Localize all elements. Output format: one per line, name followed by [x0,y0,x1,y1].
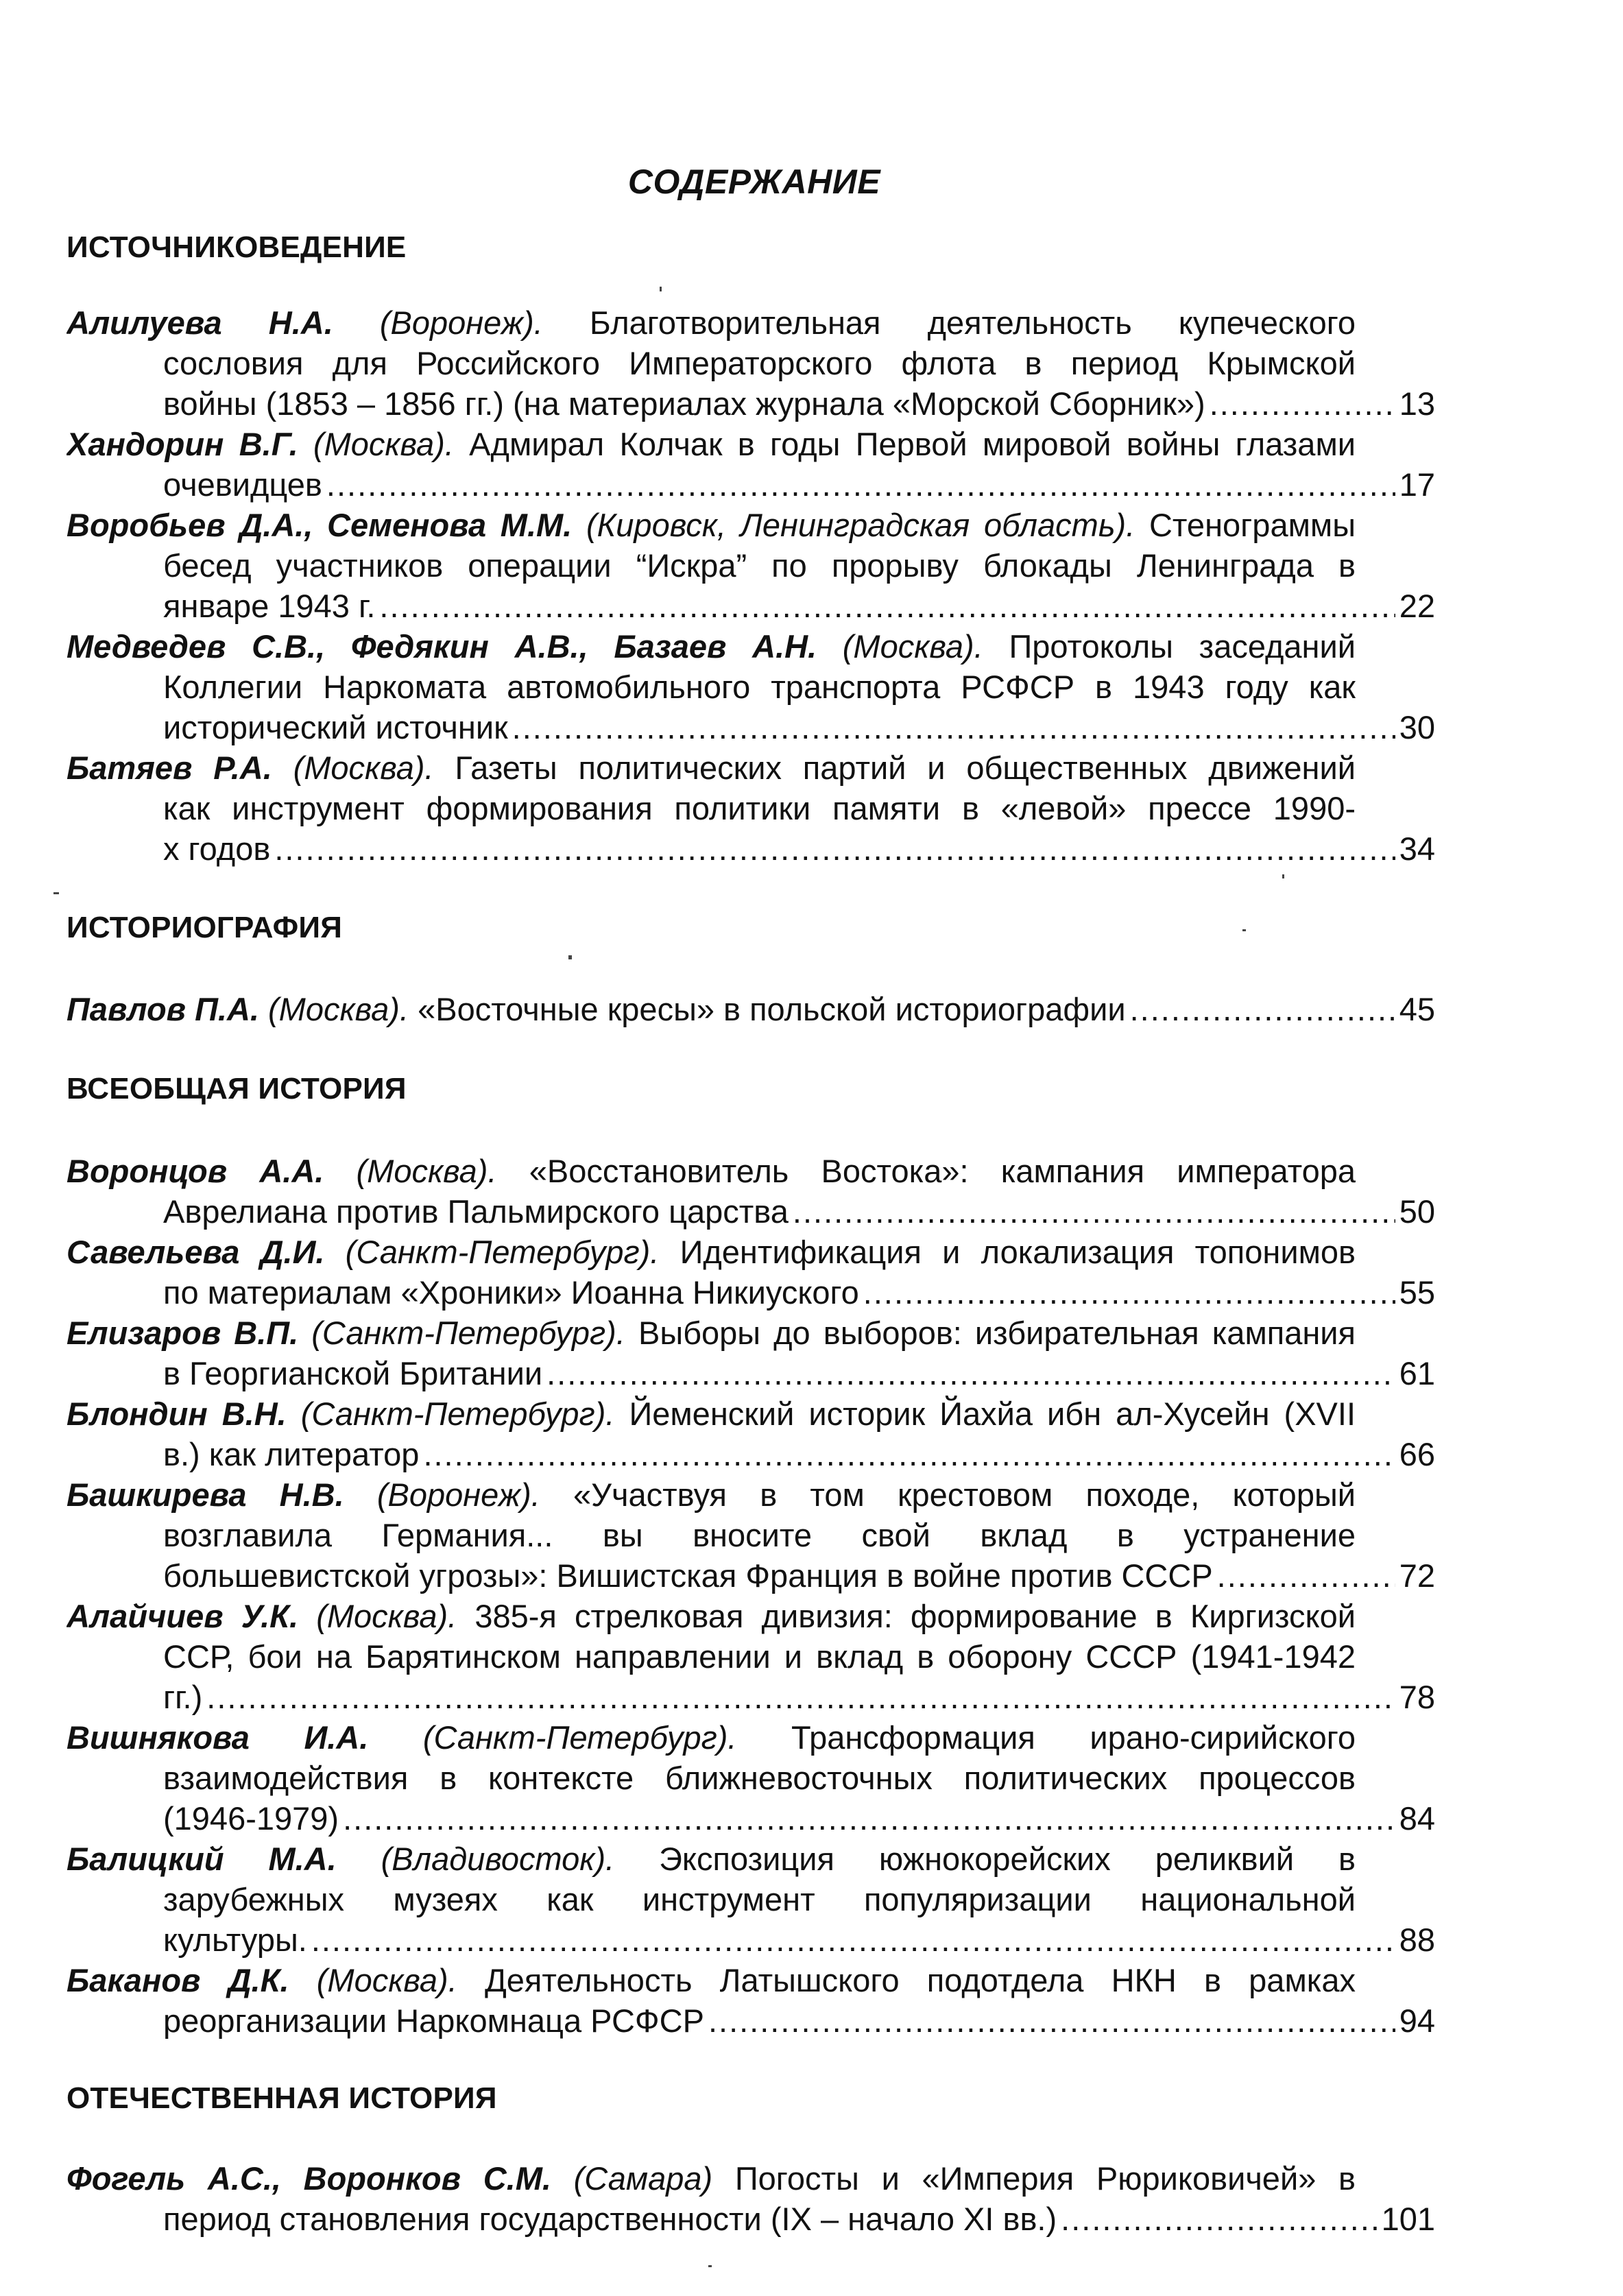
entry-last-line [67,828,1435,869]
entry-title-tail: (1946-1979) [163,1800,339,1837]
entry-last-line [67,1798,1435,1839]
entry-title-tail: по материалам «Хроники» Иоанна Никиуского [163,1274,859,1311]
entry-city: (Санкт-Петербург). [345,1234,660,1270]
entry-city: (Москва). [293,750,434,786]
page-number[interactable]: 66 [1399,1436,1435,1472]
entry-last-line [67,2199,1435,2239]
toc-entry[interactable] [67,2158,1438,2239]
toc-entry[interactable] [67,424,1438,505]
scan-speck [1242,929,1246,931]
entry-city: (Воронеж). [376,1476,540,1513]
page-number[interactable]: 55 [1399,1274,1435,1311]
entry-last-line [67,1272,1435,1313]
entry-first-line [67,1151,1356,1191]
section-heading: ОТЕЧЕСТВЕННАЯ ИСТОРИЯ [67,2081,497,2115]
dot-leader [1210,383,1395,424]
toc-entry[interactable] [67,748,1438,869]
dot-leader [311,1920,1395,1960]
entry-author: Елизаров В.П. [67,1315,299,1351]
entry-title-tail: войны (1853 – 1856 гг.) (на материалах журнала «Морской Сборник») [163,385,1205,422]
entry-first-line [67,1474,1356,1515]
scan-speck [660,287,662,291]
entry-title-tail: период становления государственности (IX – начало XI вв.) [163,2201,1057,2237]
entry-first-line [67,302,1356,343]
page-number[interactable]: 34 [1399,830,1435,867]
entry-first-line [67,626,1356,667]
entry-author: Хандорин В.Г. [67,426,298,462]
entry-title-tail: большевистской угрозы»: Вишистская Франция в войне против СССР [163,1557,1213,1594]
entry-title-tail [67,989,1126,1029]
entry-last-line [67,1920,1435,1960]
entry-middle-line [67,788,1356,828]
entry-middle-line [67,1515,1356,1555]
entry-title-start: 385-я стрелковая дивизия: формирование в Киргизской [474,1598,1356,1634]
entry-title-start: Благотворительная деятельность купеческого [589,304,1356,341]
entry-first-line [67,748,1356,788]
entry-last-line [67,1434,1435,1474]
entry-title-tail: в Георгианской Британии [163,1355,543,1391]
dot-leader [793,1191,1395,1232]
entry-last-line [67,707,1435,748]
entry-city: (Москва). [316,1598,457,1634]
entry-middle-line [67,545,1356,586]
entry-author: Баканов Д.К. [67,1962,289,1998]
entry-middle-line [67,667,1356,707]
entry-author: Алилуева Н.А. [67,304,333,341]
toc-entry[interactable] [67,1474,1438,1596]
entry-author: Савельева Д.И. [67,1234,325,1270]
scan-speck [708,2265,712,2267]
page-number[interactable]: 61 [1399,1355,1435,1391]
dot-leader [1217,1555,1395,1596]
entry-last-line [67,989,1435,1029]
entry-first-line [67,1717,1356,1758]
entry-city: (Владивосток). [381,1841,615,1877]
entry-author: Батяев Р.А. [67,750,272,786]
entry-last-line [67,1191,1435,1232]
page-number[interactable]: 13 [1399,385,1435,422]
entry-title-tail: гг.) [163,1679,203,1715]
entry-first-line [67,1313,1356,1353]
entry-author: Балицкий М.А. [67,1841,337,1877]
entry-title-start: Идентификация и локализация топонимов [680,1234,1356,1270]
entry-title-start: «Участвуя в том крестовом походе, который [573,1476,1356,1513]
entry-author: Фогель А.С., Воронков С.М. [67,2160,551,2197]
entry-first-line [67,505,1356,545]
entry-title-tail: х годов [163,830,271,867]
page-number[interactable]: 94 [1399,2002,1435,2039]
entry-last-line [67,586,1435,626]
entry-title-tail: Аврелиана против Пальмирского царства [163,1193,789,1230]
toc-entry[interactable] [67,1232,1438,1313]
entry-title-middle: сословия для Российского Императорского флота в период Крымской [163,345,1356,381]
entry-middle-line [67,343,1356,383]
dot-leader [1130,989,1395,1029]
entry-title: «Восточные кресы» в польской историографии [418,991,1126,1027]
page-number[interactable]: 88 [1399,1922,1435,1958]
dot-leader [423,1434,1395,1474]
entry-first-line [67,1839,1356,1879]
entry-city: (Воронеж). [379,304,543,341]
entry-author: Блондин В.Н. [67,1396,287,1432]
entry-title-middle: зарубежных музеях как инструмент популяризации национальной [163,1881,1356,1917]
entry-last-line [67,464,1435,505]
dot-leader [863,1272,1395,1313]
entry-title-tail: в.) как литератор [163,1436,420,1472]
scan-speck [568,955,572,959]
entry-title-tail: январе 1943 г. [163,588,376,624]
entry-middle-line [67,1758,1356,1798]
page-number[interactable]: 30 [1399,709,1435,745]
section-heading: ВСЕОБЩАЯ ИСТОРИЯ [67,1072,407,1105]
dot-leader [379,586,1395,626]
toc-entry[interactable] [67,1839,1438,1960]
entry-title-tail: очевидцев [163,466,322,503]
entry-author: Вишнякова И.А. [67,1719,369,1756]
entry-title-start: Экспозиция южнокорейских реликвий в [659,1841,1356,1877]
dot-leader [274,828,1395,869]
entry-title-start: Трансформация ирано-сирийского [791,1719,1356,1756]
entry-title-middle: Коллегии Наркомата автомобильного транспорта РСФСР в 1943 году как [163,669,1356,705]
section-heading: ИСТОРИОГРАФИЯ [67,911,343,944]
page-number[interactable]: 17 [1399,466,1435,503]
toc-entry[interactable] [67,989,1438,1029]
entry-first-line [67,1394,1356,1434]
entry-title-middle: как инструмент формирования политики памяти в «левой» прессе 1990- [163,790,1356,826]
scan-speck [53,892,59,894]
page-number[interactable]: 101 [1381,2201,1435,2237]
entry-city: (Самара) [573,2160,713,2197]
page-number[interactable]: 72 [1399,1557,1435,1594]
entry-author: Башкирева Н.В. [67,1476,344,1513]
entry-city: (Москва). [316,1962,457,1998]
page-number[interactable]: 22 [1399,588,1435,624]
entry-title-middle: возглавила Германия... вы вносите свой вклад в устранение [163,1517,1356,1553]
entry-title-start: Погосты и «Империя Рюриковичей» в [734,2160,1356,2197]
entry-last-line [67,1555,1435,1596]
section-heading: ИСТОЧНИКОВЕДЕНИЕ [67,230,407,264]
dot-leader [708,2000,1395,2041]
toc-entry[interactable] [67,626,1438,748]
entry-title-middle: ССР, бои на Барятинском направлении и вклад в оборону СССР (1941-1942 [163,1638,1356,1675]
entry-first-line [67,2158,1356,2199]
entry-title-tail: культуры. [163,1922,307,1958]
entry-first-line [67,1232,1356,1272]
toc-entry[interactable] [67,1313,1438,1394]
entry-title-start: Протоколы заседаний [1009,628,1356,665]
entry-middle-line [67,1879,1356,1920]
entry-author: Воронцов А.А. [67,1153,324,1189]
toc-entry[interactable] [67,1960,1438,2041]
entry-author: Воробьев Д.А., Семенова М.М. [67,507,573,543]
scan-speck [1282,874,1284,878]
entry-city: (Санкт-Петербург). [300,1396,615,1432]
toc-entry[interactable] [67,505,1438,626]
entry-city: (Москва). [268,991,409,1027]
entry-city: (Москва). [842,628,983,665]
dot-leader [326,464,1395,505]
page-number[interactable]: 78 [1399,1679,1435,1715]
entry-last-line [67,1677,1435,1717]
entry-city: (Москва). [356,1153,497,1189]
entry-first-line [67,424,1356,464]
dot-leader [343,1798,1395,1839]
entry-last-line [67,1353,1435,1394]
entry-title-tail: исторический источник [163,709,508,745]
toc-entry[interactable] [67,1596,1438,1717]
entry-city: (Санкт-Петербург). [311,1315,625,1351]
page-number[interactable]: 45 [1399,991,1435,1027]
entry-first-line [67,1596,1356,1636]
entry-last-line [67,383,1435,424]
entry-title-start: Выборы до выборов: избирательная кампания [638,1315,1356,1351]
dot-leader [546,1353,1395,1394]
entry-title-start: Адмирал Колчак в годы Первой мировой войны глазами [469,426,1356,462]
entry-title-middle: бесед участников операции “Искра” по прорыву блокады Ленинграда в [163,547,1356,584]
entry-title-start: «Восстановитель Востока»: кампания императора [529,1153,1356,1189]
entry-title-tail: реорганизации Наркомнаца РСФСР [163,2002,704,2039]
dot-leader [206,1677,1395,1717]
entry-author: Медведев С.В., Федякин А.В., Базаев А.Н. [67,628,817,665]
dot-leader [1061,2199,1377,2239]
toc-entry[interactable] [67,1717,1438,1839]
entry-city: (Санкт-Петербург). [422,1719,737,1756]
entry-middle-line [67,1636,1356,1677]
dot-leader [512,707,1395,748]
toc-entry[interactable] [67,1151,1438,1232]
entry-title-start: Газеты политических партий и общественных движений [455,750,1356,786]
entry-title-middle: взаимодействия в контексте ближневосточных политических процессов [163,1760,1356,1796]
page-title: СОДЕРЖАНИЕ [627,163,881,201]
entry-title-start: Йеменский историк Йахйа ибн ал-Хусейн (XVII [629,1396,1356,1432]
page-number[interactable]: 50 [1399,1193,1435,1230]
entry-first-line [67,1960,1356,2000]
toc-entry[interactable] [67,1394,1438,1474]
entry-author: Павлов П.А. [67,991,259,1027]
entry-title-start: Стенограммы [1149,507,1356,543]
entry-city: (Москва). [313,426,454,462]
entry-city: (Кировск, Ленинградская область). [586,507,1135,543]
toc-entry[interactable] [67,302,1438,424]
entry-author: Алайчиев У.К. [67,1598,299,1634]
page-number[interactable]: 84 [1399,1800,1435,1837]
entry-title-start: Деятельность Латышского подотдела НКН в рамках [484,1962,1356,1998]
entry-last-line [67,2000,1435,2041]
